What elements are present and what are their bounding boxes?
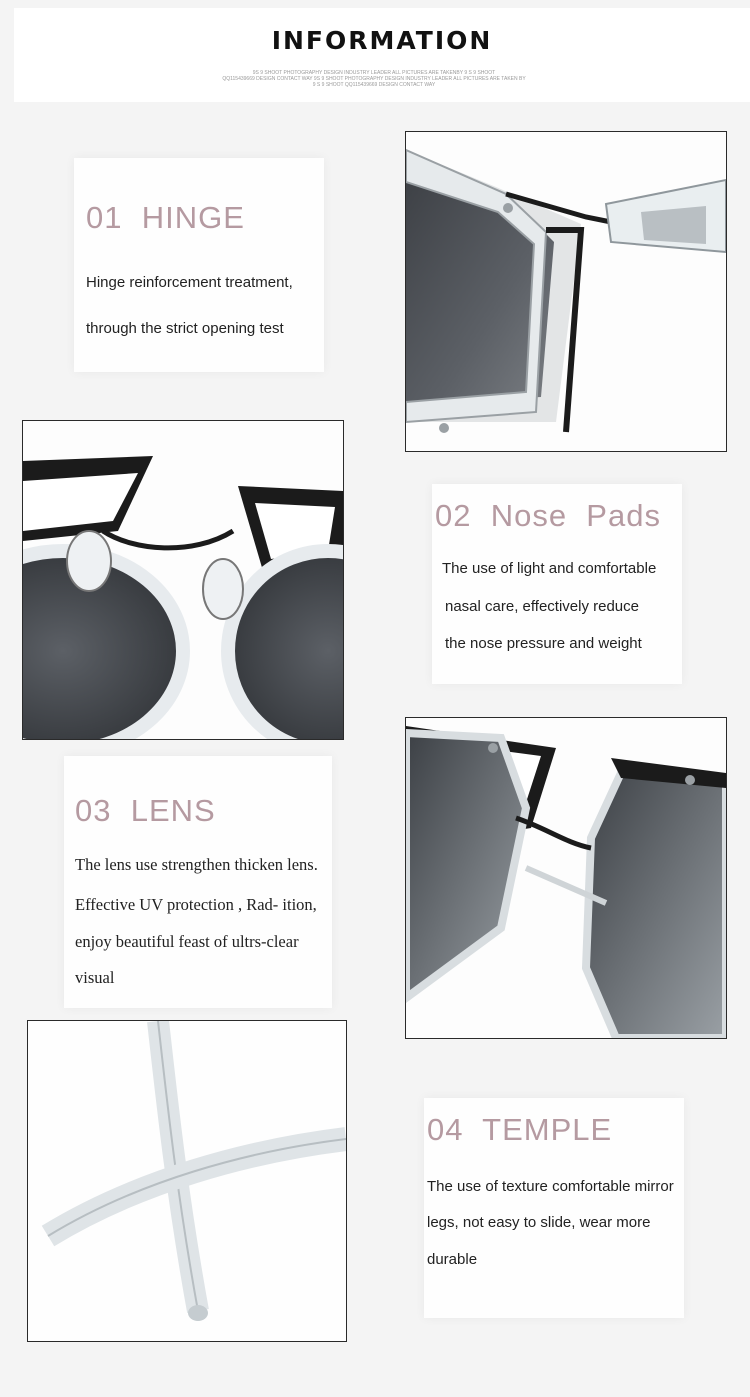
temple-description-line: durable [427,1251,478,1268]
page-title: INFORMATION [271,26,493,55]
header-banner [14,8,750,102]
temple-title: 04 TEMPLE [427,1112,613,1147]
fine-print-line: 9 S 9 SHOOT QQ115439669 DESIGN CONTACT WAY [312,82,436,88]
temple-description-line: legs, not easy to slide, wear more [427,1214,651,1231]
lens-info-card [64,756,332,1008]
temple-description-line: The use of texture comfortable mirror [427,1178,674,1195]
nose-pads-description-line: The use of light and comfortable [442,560,657,577]
lens-description-line: enjoy beautiful feast of ultrs-clear [75,932,299,951]
temple-info-card [424,1098,684,1318]
nose-pads-title: 02 Nose Pads [435,498,661,533]
hinge-info-card [74,158,324,372]
hinge-description-line: Hinge reinforcement treatment, [86,274,293,291]
lens-title: 03 LENS [75,793,216,828]
lens-description-line: The lens use strengthen thicken lens. [75,855,318,874]
nose-pads-description-line: nasal care, effectively reduce [445,598,639,615]
watermark-fine-print [184,70,564,88]
hinge-title: 01 HINGE [86,200,245,235]
nose-pads-info-card [432,484,682,684]
fine-print-line: 9S 9 SHOOT PHOTOGRAPHY DESIGN INDUSTRY LEADER ALL PICTURES ARE TAKENBY 9 S 9 SHOOT [252,70,496,76]
nose-pads-closeup-photo [22,420,344,740]
lens-closeup-photo [405,717,727,1039]
lens-description-line: Effective UV protection , Rad- ition, [75,895,317,914]
fine-print-line: QQ115439669 DESIGN CONTACT WAY 9S 9 SHOOT PHOTOGRAPHY DESIGN INDUSTRY LEADER ALL PICTURES ARE TAKEN BY [222,76,526,82]
nose-pads-description-line: the nose pressure and weight [445,635,642,652]
lens-description-line: visual [75,968,115,987]
hinge-description-line: through the strict opening test [86,320,284,337]
hinge-closeup-photo [405,131,727,452]
temple-closeup-photo [27,1020,347,1342]
